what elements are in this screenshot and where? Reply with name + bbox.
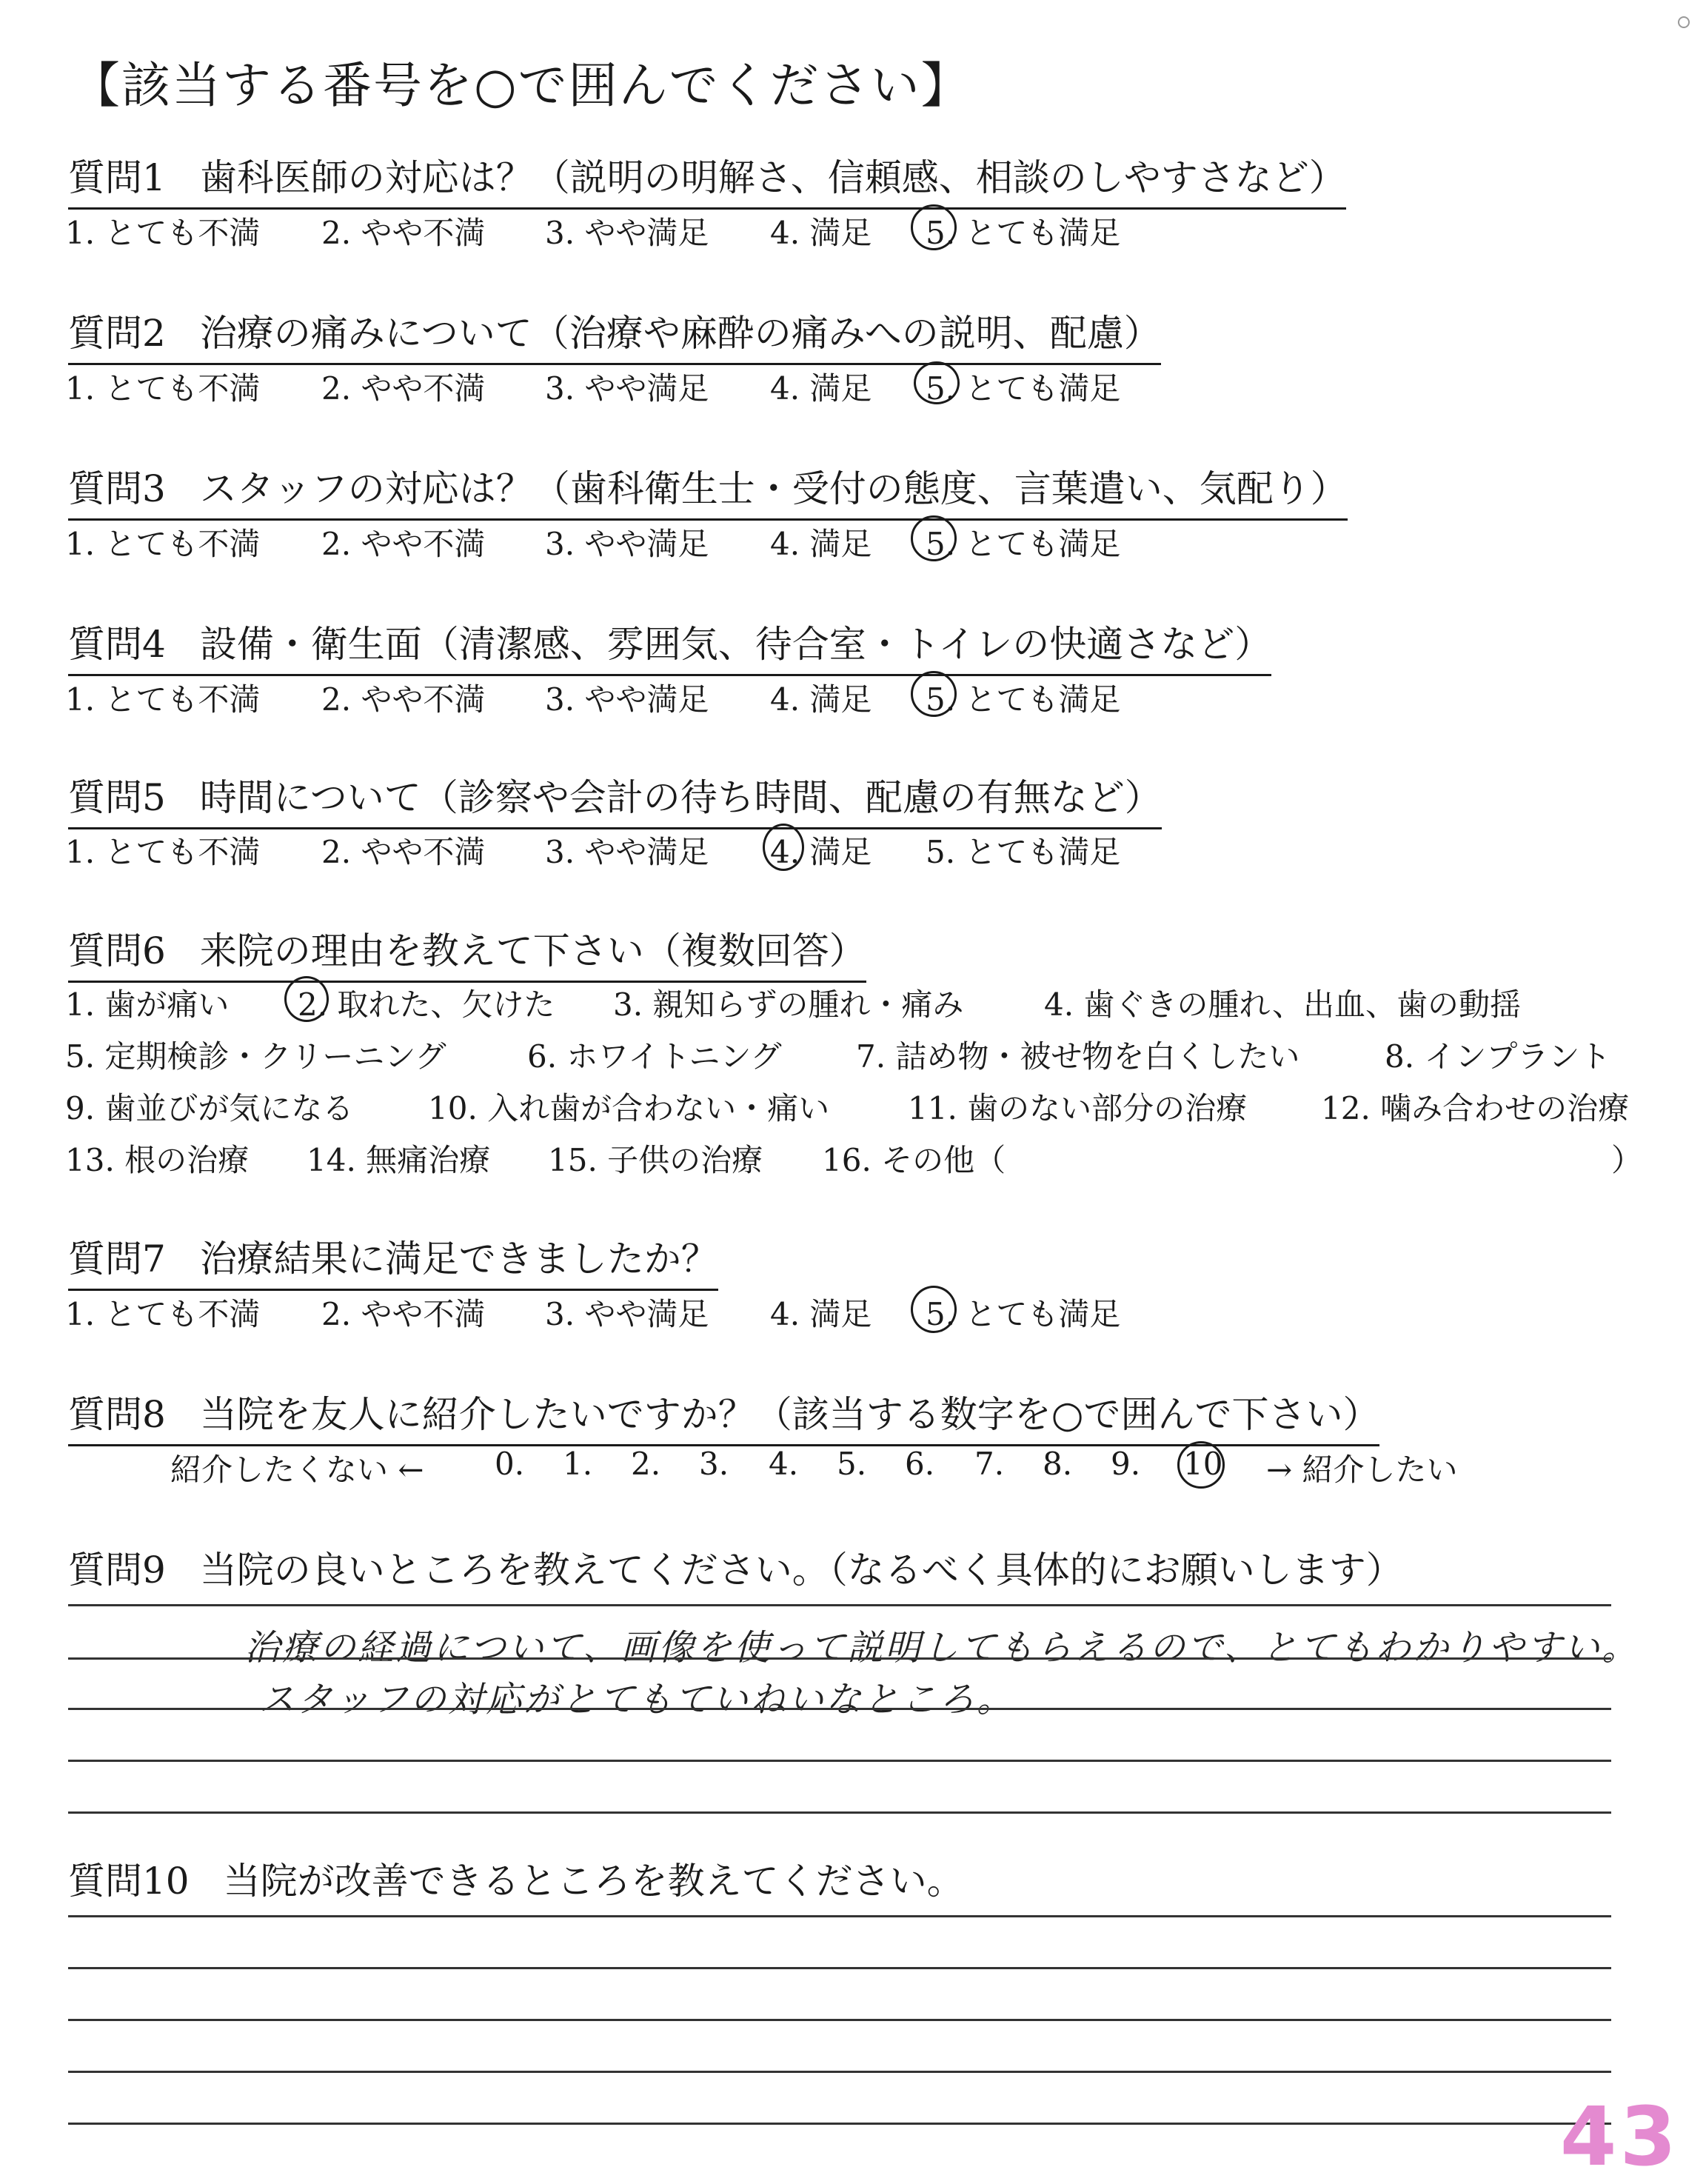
reason-option-1[interactable]: 1. 歯が痛い [65, 986, 230, 1023]
scale-value-0[interactable]: 0. [495, 1446, 525, 1482]
question-text: 治療の痛みについて（治療や麻酔の痛みへの説明、配慮） [199, 312, 1161, 355]
option-3[interactable]: 3. やや満足 [545, 834, 709, 870]
reason-option-9[interactable]: 9. 歯並びが気になる [65, 1090, 354, 1126]
option-3[interactable]: 3. やや満足 [545, 681, 709, 718]
scale-value-1[interactable]: 1. [563, 1446, 593, 1482]
question-number: 質問10 [68, 1860, 190, 1903]
reason-option-6[interactable]: 6. ホワイトニング [527, 1038, 782, 1075]
reason-option-12[interactable]: 12. 噛み合わせの治療 [1321, 1090, 1630, 1126]
option-3[interactable]: 3. やや満足 [545, 1296, 709, 1332]
scale-value-2[interactable]: 2. [631, 1446, 661, 1482]
option-3[interactable]: 3. やや満足 [545, 370, 709, 407]
option-1[interactable]: 1. とても不満 [65, 1296, 261, 1332]
question-9-heading [68, 1540, 1403, 1600]
question-6-heading [68, 921, 866, 983]
other-close-paren: ） [1611, 1142, 1643, 1178]
reason-option-3[interactable]: 3. 親知らずの腫れ・痛み [613, 986, 964, 1023]
page-title: 【該当する番号を○で囲んでください】 [71, 57, 971, 114]
option-1[interactable]: 1. とても不満 [65, 681, 261, 718]
option-1[interactable]: 1. とても不満 [65, 215, 261, 251]
answer-circle-mark [911, 515, 957, 561]
option-1[interactable]: 1. とても不満 [65, 834, 261, 870]
reason-option-2[interactable]: 2. 取れた、欠けた [298, 986, 555, 1023]
question-1-options [0, 209, 1706, 253]
question-number: 質問6 [68, 929, 166, 972]
question-number: 質問8 [68, 1393, 166, 1436]
answer-circle-mark [914, 361, 960, 404]
scale-value-10[interactable]: 10 [1183, 1446, 1223, 1482]
option-2[interactable]: 2. やや不満 [321, 526, 486, 562]
question-1-heading [68, 148, 1346, 210]
reason-option-10[interactable]: 10. 入れ歯が合わない・痛い [428, 1090, 830, 1126]
question-7-options [0, 1290, 1706, 1335]
writing-line [68, 2019, 1611, 2021]
writing-line [68, 2071, 1611, 2073]
question-number: 質問9 [68, 1549, 166, 1592]
question-text: 歯科医師の対応は？（説明の明解さ、信頼感、相談のしやすさなど） [199, 156, 1346, 199]
writing-line [68, 1657, 1611, 1660]
question-number: 質問2 [68, 312, 166, 355]
answer-circle-mark [763, 824, 804, 871]
option-5[interactable]: 5. とても満足 [926, 834, 1121, 870]
reason-option-15[interactable]: 15. 子供の治療 [548, 1142, 763, 1178]
question-text: 当院の良いところを教えてください。（なるべく具体的にお願いします） [199, 1549, 1403, 1592]
answer-circle-mark [284, 976, 329, 1022]
scale-value-3[interactable]: 3. [699, 1446, 729, 1482]
option-2[interactable]: 2. やや不満 [321, 681, 486, 718]
option-4[interactable]: 4. 満足 [770, 370, 872, 407]
page-number-mark: 43 [1559, 2089, 1679, 2184]
writing-line [68, 1708, 1611, 1710]
scale-value-4[interactable]: 4. [769, 1446, 799, 1482]
option-5[interactable]: 5. とても満足 [926, 526, 1121, 562]
answer-circle-mark [911, 204, 957, 250]
corner-hole-mark [1678, 16, 1690, 28]
writing-line [68, 1604, 1611, 1606]
option-2[interactable]: 2. やや不満 [321, 215, 486, 251]
scale-value-6[interactable]: 6. [905, 1446, 935, 1482]
option-4[interactable]: 4. 満足 [770, 526, 872, 562]
question-text: スタッフの対応は？（歯科衛生士・受付の態度、言葉遣い、気配り） [199, 467, 1348, 510]
scale-value-7[interactable]: 7. [974, 1446, 1005, 1482]
question-text: 設備・衛生面（清潔感、雰囲気、待合室・トイレの快適さなど） [199, 623, 1272, 666]
writing-line [68, 1760, 1611, 1762]
option-4[interactable]: 4. 満足 [770, 834, 872, 870]
option-2[interactable]: 2. やや不満 [321, 1296, 486, 1332]
reason-option-4[interactable]: 4. 歯ぐきの腫れ、出血、歯の動揺 [1044, 986, 1521, 1023]
question-number: 質問1 [68, 156, 166, 199]
question-10-heading [68, 1851, 964, 1911]
option-3[interactable]: 3. やや満足 [545, 526, 709, 562]
reason-option-8[interactable]: 8. インプラント [1385, 1038, 1611, 1075]
option-4[interactable]: 4. 満足 [770, 681, 872, 718]
option-5[interactable]: 5. とても満足 [926, 370, 1121, 407]
reason-option-5[interactable]: 5. 定期検診・クリーニング [65, 1038, 446, 1075]
option-3[interactable]: 3. やや満足 [545, 215, 709, 251]
reason-option-16[interactable]: 16. その他（ [822, 1142, 1006, 1178]
writing-line [68, 1811, 1611, 1814]
question-number: 質問7 [68, 1238, 166, 1280]
question-number: 質問4 [68, 623, 166, 666]
writing-line [68, 1967, 1611, 1969]
option-4[interactable]: 4. 満足 [770, 1296, 872, 1332]
question-8-scale [0, 1446, 1706, 1490]
scale-value-5[interactable]: 5. [837, 1446, 867, 1482]
question-4-heading [68, 615, 1271, 676]
scale-value-9[interactable]: 9. [1111, 1446, 1141, 1482]
question-8-heading [68, 1385, 1379, 1446]
answer-circle-mark [1177, 1441, 1225, 1489]
question-3-heading [68, 459, 1348, 521]
answer-circle-mark [911, 671, 957, 717]
option-1[interactable]: 1. とても不満 [65, 526, 261, 562]
writing-line [68, 2123, 1611, 2125]
question-text: 当院が改善できるところを教えてください。 [223, 1860, 964, 1903]
question-5-options [0, 828, 1706, 872]
answer-circle-mark [911, 1286, 957, 1333]
option-2[interactable]: 2. やや不満 [321, 834, 486, 870]
scale-left-label: 紹介したくない ← [170, 1452, 424, 1488]
reason-option-14[interactable]: 14. 無痛治療 [307, 1142, 491, 1178]
handwritten-answer-line-2: スタッフの対応がとてもていねいなところ。 [259, 1679, 1015, 1720]
question-text: 来院の理由を教えて下さい（複数回答） [199, 929, 866, 972]
question-2-heading [68, 304, 1161, 365]
question-number: 質問5 [68, 776, 166, 819]
option-2[interactable]: 2. やや不満 [321, 370, 486, 407]
question-text: 当院を友人に紹介したいですか？（該当する数字を○で囲んで下さい） [199, 1393, 1380, 1436]
option-5[interactable]: 5. とても満足 [926, 681, 1121, 718]
question-5-heading [68, 768, 1162, 829]
question-2-options [0, 364, 1706, 409]
reason-option-13[interactable]: 13. 根の治療 [65, 1142, 250, 1178]
option-5[interactable]: 5. とても満足 [926, 215, 1121, 251]
option-4[interactable]: 4. 満足 [770, 215, 872, 251]
option-5[interactable]: 5. とても満足 [926, 1296, 1121, 1332]
scale-right-label: → 紹介したい [1266, 1452, 1458, 1488]
option-1[interactable]: 1. とても不満 [65, 370, 261, 407]
question-3-options [0, 520, 1706, 564]
scale-value-8[interactable]: 8. [1043, 1446, 1073, 1482]
handwritten-answer-line-1: 治療の経過について、画像を使って説明してもらえるので、とてもわかりやすい。 [244, 1627, 1640, 1669]
question-6-options [0, 981, 1706, 1188]
question-7-heading [68, 1229, 718, 1291]
question-text: 時間について（診察や会計の待ち時間、配慮の有無など） [199, 776, 1162, 819]
question-number: 質問3 [68, 467, 166, 510]
writing-line [68, 1915, 1611, 1917]
question-4-options [0, 675, 1706, 720]
reason-option-7[interactable]: 7. 詰め物・被せ物を白くしたい [856, 1038, 1300, 1075]
question-text: 治療結果に満足できましたか？ [199, 1238, 718, 1280]
reason-option-11[interactable]: 11. 歯のない部分の治療 [908, 1090, 1248, 1126]
